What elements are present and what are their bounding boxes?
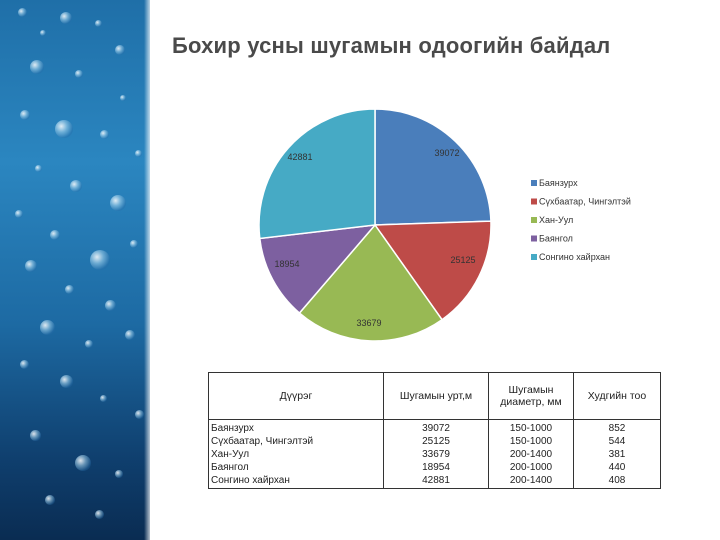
legend-swatch (531, 180, 537, 186)
legend-swatch (531, 236, 537, 242)
cell-district: Баянгол (209, 461, 384, 474)
table-header-row (209, 373, 661, 420)
header-diameter: Шугамын диаметр, мм (489, 373, 574, 420)
header-district: Дүүрэг (209, 373, 384, 420)
cell-well-count: 381 (574, 448, 661, 461)
cell-diameter: 200-1000 (489, 461, 574, 474)
header-length: Шугамын урт,м (384, 373, 489, 420)
cell-well-count: 408 (574, 474, 661, 489)
pie-slice (375, 109, 491, 225)
header-well-count: Худгийн тоо (574, 373, 661, 420)
cell-length: 39072 (384, 420, 489, 436)
legend-swatch (531, 199, 537, 205)
legend-label: Хан-Уул (539, 215, 574, 225)
cell-district: Баянзурх (209, 420, 384, 436)
cell-district: Сүхбаатар, Чингэлтэй (209, 435, 384, 448)
data-label: 42881 (287, 152, 313, 162)
page-title: Бохир усны шугамын одоогийн байдал (172, 33, 611, 58)
cell-diameter: 150-1000 (489, 435, 574, 448)
cell-length: 18954 (384, 461, 489, 474)
legend-label: Баянзурх (539, 178, 578, 188)
cell-length: 42881 (384, 474, 489, 489)
pipeline-table (208, 372, 661, 489)
data-label: 25125 (450, 255, 476, 265)
pie-slice (259, 109, 375, 238)
table-row (209, 448, 661, 461)
table-row (209, 435, 661, 448)
legend-label: Баянгол (539, 233, 573, 244)
cell-length: 25125 (384, 435, 489, 448)
table-row (209, 461, 661, 474)
cell-well-count: 544 (574, 435, 661, 448)
cell-well-count: 440 (574, 461, 661, 474)
cell-length: 33679 (384, 448, 489, 461)
data-label: 33679 (356, 318, 382, 328)
legend-swatch (531, 217, 537, 223)
data-label: 39072 (434, 148, 460, 158)
legend-label: Сонгино хайрхан (539, 252, 610, 262)
legend-swatch (531, 254, 537, 260)
cell-district: Сонгино хайрхан (209, 474, 384, 489)
cell-diameter: 200-1400 (489, 474, 574, 489)
cell-diameter: 150-1000 (489, 420, 574, 436)
table-row (209, 420, 661, 436)
cell-well-count: 852 (574, 420, 661, 436)
cell-diameter: 200-1400 (489, 448, 574, 461)
data-label: 18954 (274, 259, 300, 269)
legend-label: Сүхбаатар, Чингэлтэй (539, 196, 631, 207)
table-row (209, 474, 661, 489)
cell-district: Хан-Уул (209, 448, 384, 461)
